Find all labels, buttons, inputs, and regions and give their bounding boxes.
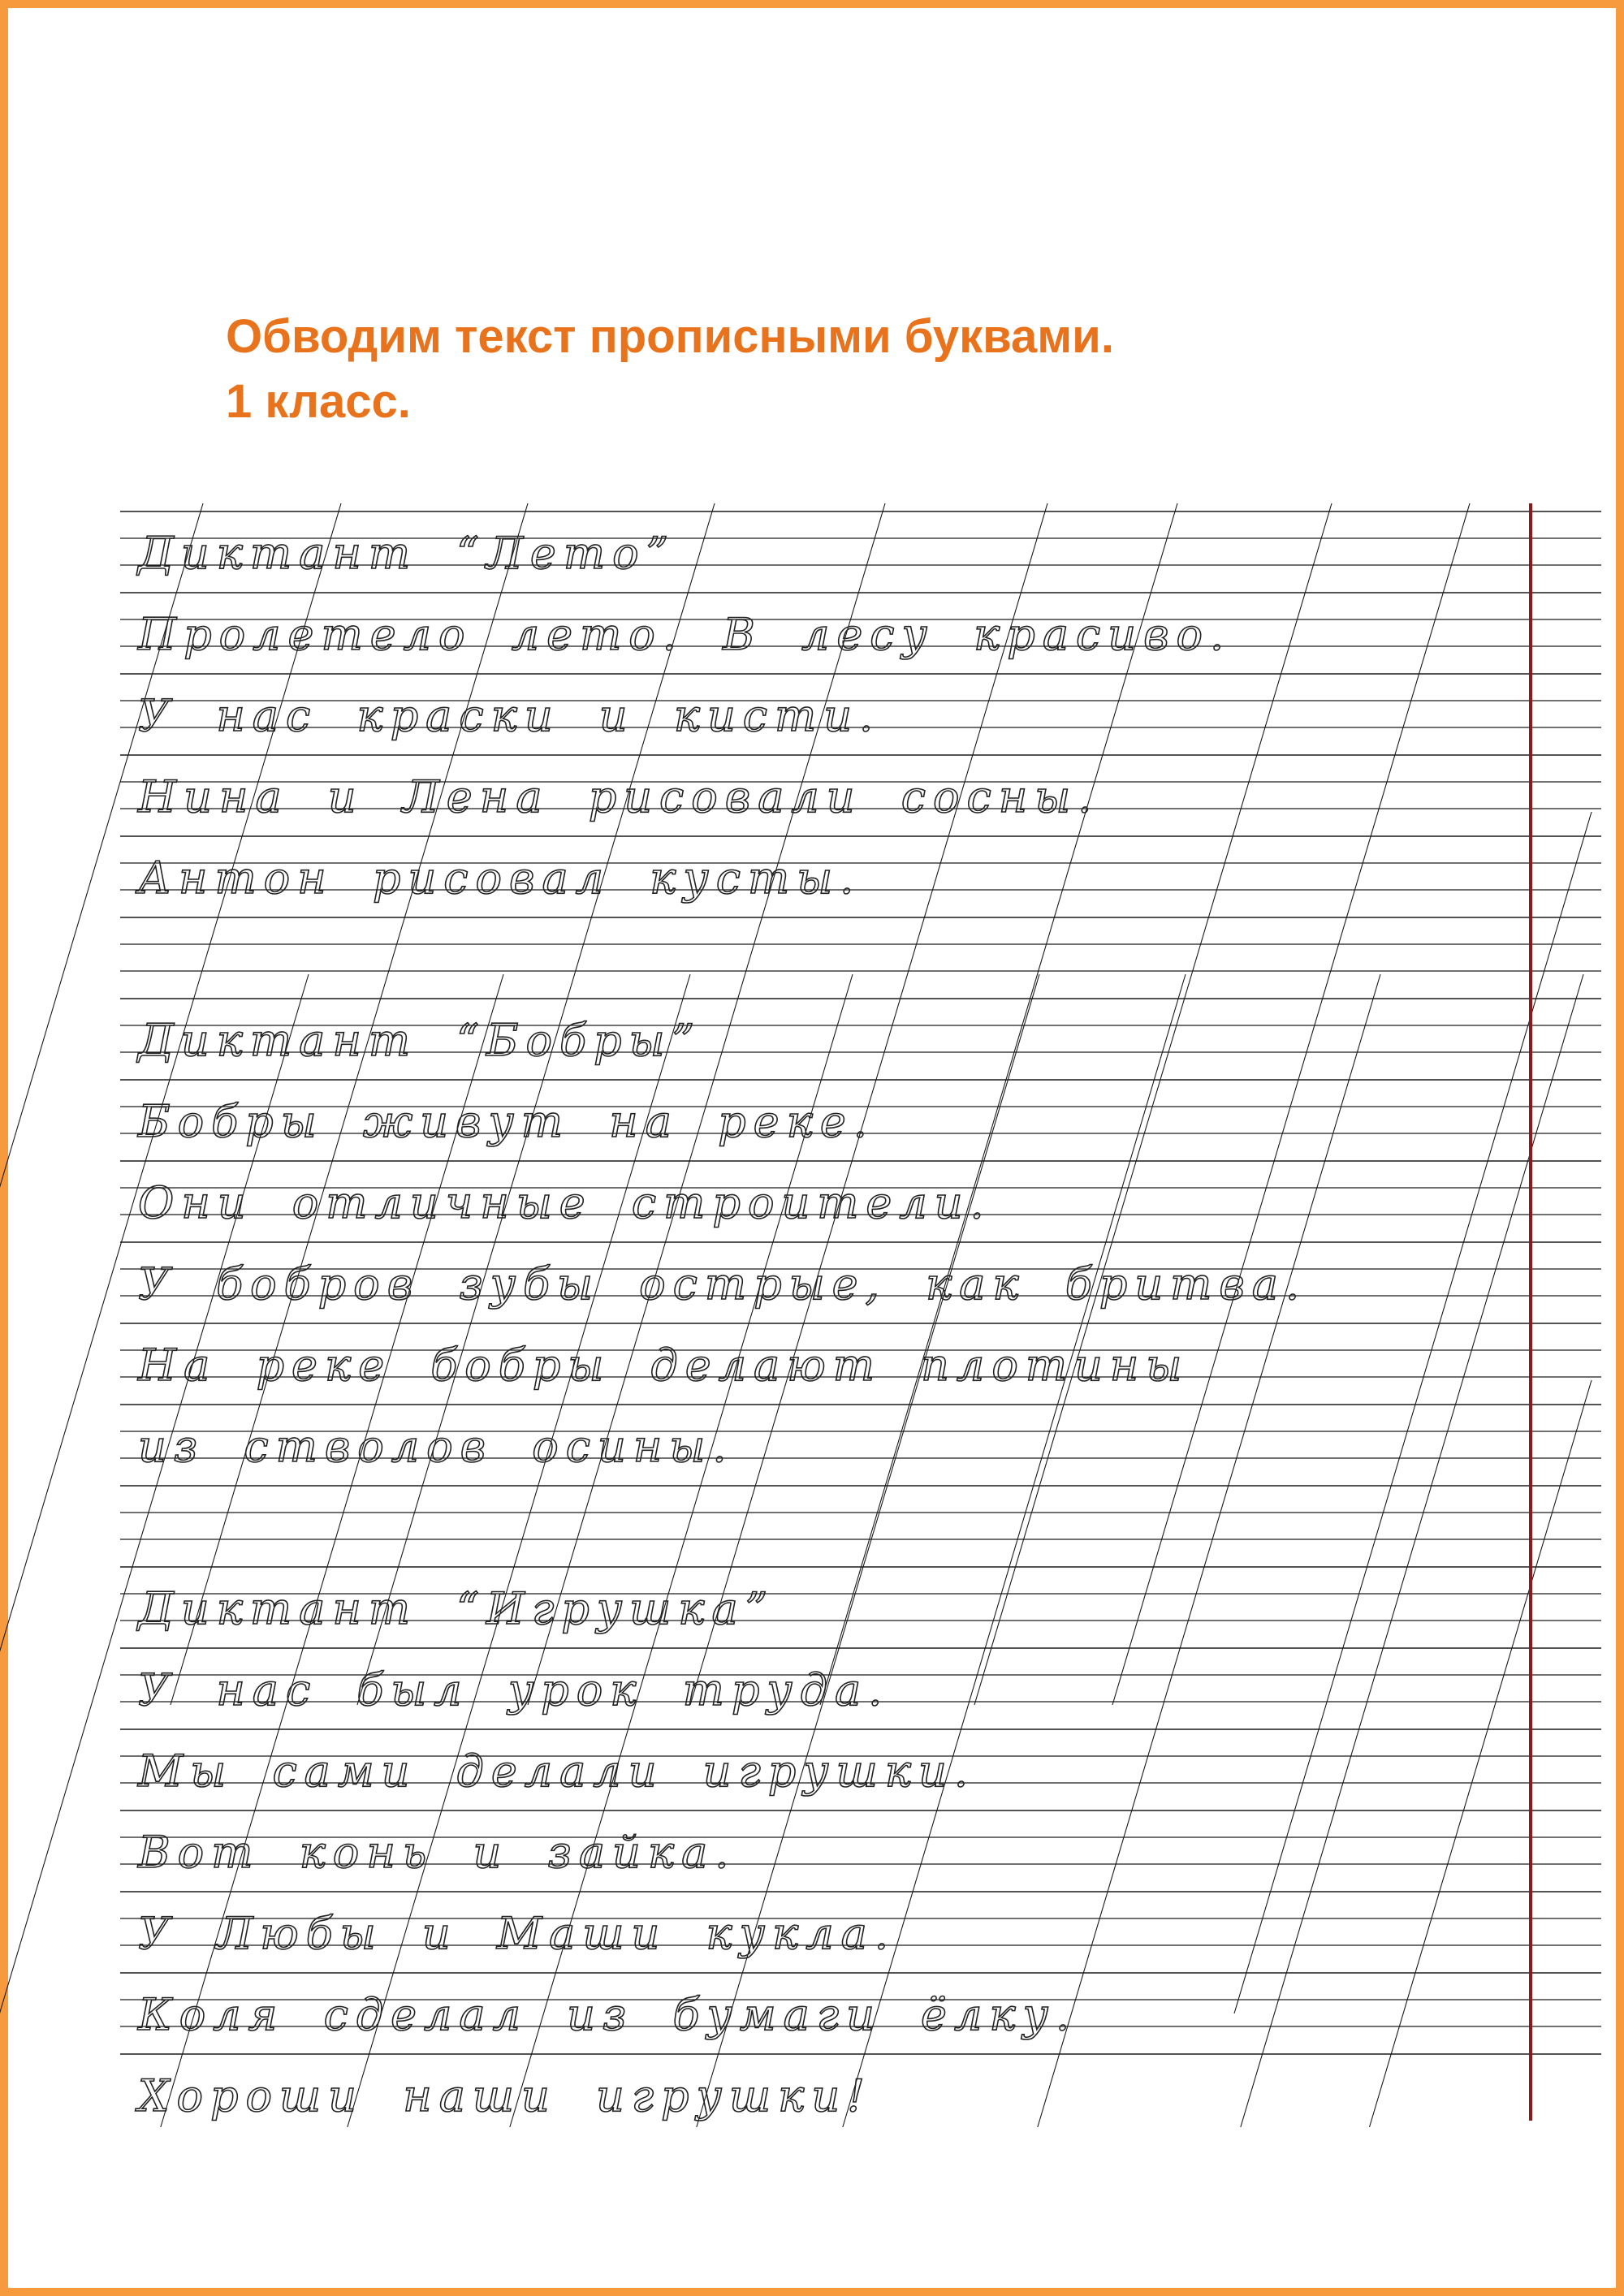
dictation-line: Пролетело лето. В лесу красиво. xyxy=(138,609,1232,660)
dictation-line: Они отличные строители. xyxy=(138,1177,991,1228)
dictation-line: У бобров зубы острые, как бритва. xyxy=(138,1258,1307,1310)
heading-line-2: 1 класс. xyxy=(226,375,411,428)
dictation-line: У Любы и Маши кукла. xyxy=(138,1908,896,1959)
dictation-title: Диктант “Бобры” xyxy=(138,1015,702,1066)
dictation-line: Бобры живут на реке. xyxy=(138,1096,875,1147)
dictation-line: Нина и Лена рисовали сосны. xyxy=(138,771,1099,822)
dictation-title: Диктант “Лето” xyxy=(138,528,676,579)
dictation-line: Коля сделал из бумаги ёлку. xyxy=(138,1989,1078,2040)
heading-line-1: Обводим текст прописными буквами. xyxy=(226,310,1114,363)
dictation-line: У нас краски и кисти. xyxy=(138,690,881,741)
dictation-line: Антон рисовал кусты. xyxy=(138,852,862,904)
dictation-line: У нас был урок труда. xyxy=(138,1664,890,1716)
dictation-line: Вот конь и зайка. xyxy=(138,1827,736,1878)
dictation-line: Мы сами делали игрушки. xyxy=(138,1746,975,1797)
dictation-line: из стволов осины. xyxy=(138,1421,734,1472)
dictation-line: Хороши наши игрушки! xyxy=(138,2070,872,2121)
dictation-line: На реке бобры делают плотины xyxy=(138,1340,1190,1391)
dictation-title: Диктант “Игрушка” xyxy=(138,1583,775,1634)
